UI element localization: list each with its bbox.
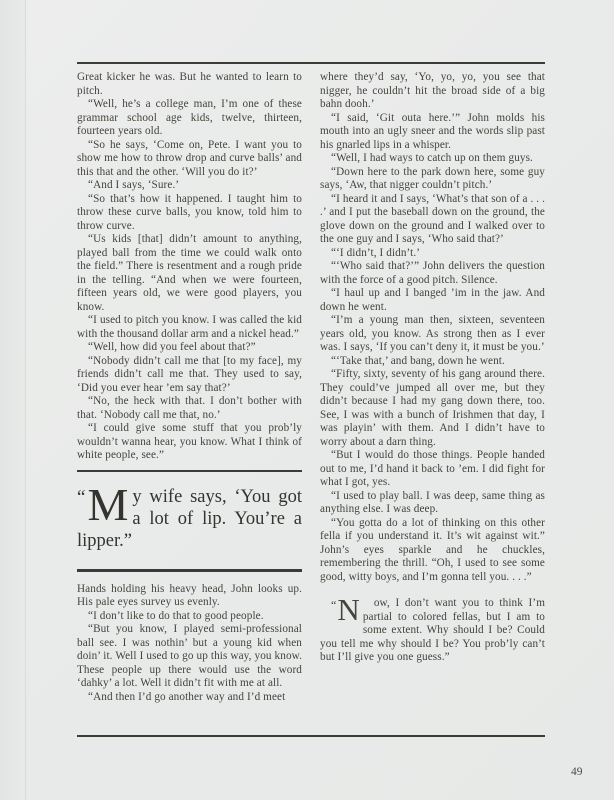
dropcap-n-wrap (320, 592, 360, 627)
right-column-paragraphs (320, 71, 545, 584)
paragraph: “But you know, I played semi-professional ball see. I was nothin’ but a young kid when doin’ it. Well I used to go up this way, you know. These people up there would use the word ‘dahky’ a lot. Well it didn’t fit with me at all. (77, 623, 302, 689)
paragraph: “No, the heck with that. I don’t bother with that. ‘Nobody call me that, no.’ (77, 395, 302, 421)
pull-quote-rule-bottom (77, 569, 302, 572)
pull-quote-dropcap (77, 479, 129, 530)
paragraph: “‘Who said that?’” John delivers the question with the force of a good pitch. Silence. (320, 260, 545, 286)
paragraph: Great kicker he was. But he wanted to learn to pitch. (77, 71, 302, 97)
paragraph: “Down here to the park down here, some guy says, ‘Aw, that nigger couldn’t pitch.’ (320, 165, 545, 191)
paragraph: where they’d say, ‘Yo, yo, yo, you see that nigger, he couldn’t hit the broad side of a big bahn dooh.’ (320, 71, 545, 110)
bottom-horizontal-rule (77, 735, 545, 737)
dropcap-paragraph-text: ow, I don’t want you to think I’m partial to colored fellas, but I am to some extent. Why should I be? Could you tell me why should I be? You prob’ly can’t but I’ll give you one guess.” (320, 597, 545, 663)
paragraph: “But I would do those things. People handed out to me, I’d hand it back to ’em. I did fight for what I got, yes. (320, 449, 545, 488)
paragraph: “Us kids [that] didn’t amount to anything, played ball from the time we could walk onto the field.” There is resentment and a rough pride in the telling. “And when we were fourteen, fifteen years old, we were good players, you know. (77, 233, 302, 313)
paragraph: “I heard it and I says, ‘What’s that son of a . . . .’ and I put the baseball down on the ground, the glove down on the ground and I walked over to the one guy and I says, ‘Who said that?’ (320, 192, 545, 245)
pull-quote (77, 479, 302, 552)
top-horizontal-rule (77, 62, 545, 64)
paragraph: “I could give some stuff that you prob’ly wouldn’t wanna hear, you know. What I think of white people, see.” (77, 422, 302, 461)
paragraph: “Fifty, sixty, seventy of his gang around there. They could’ve jumped all over me, but they didn’t because I had my gang down there, too. See, I was with a bunch of Irishmen that day, I was playin’ with them. And I didn’t have to worry about a darn thing. (320, 368, 545, 448)
paragraph: Hands holding his heavy head, John looks up. His pale eyes survey us evenly. (77, 582, 302, 608)
left-column-top-paragraphs (77, 71, 302, 463)
paragraph: “I don’t like to do that to good people. (88, 609, 264, 622)
paragraph: “Well, how did you feel about that?” (88, 341, 256, 353)
paragraph: “So he says, ‘Come on, Pete. I want you to show me how to throw drop and curve balls’ and this that and the other. ‘Will you do it?’ (77, 138, 302, 178)
page-edge-shading (0, 0, 26, 800)
paragraph: “‘I didn’t, I didn’t.’ (331, 246, 421, 259)
pull-quote-text: y wife says, ‘You got a lot of lip. You’re a lipper.” (77, 487, 302, 551)
dropcap-open-quote: “ (331, 598, 338, 612)
pull-quote-rule-top (77, 470, 302, 473)
paragraph: “I haul up and I banged ’im in the jaw. And down he went. (320, 287, 545, 313)
pull-quote-dropcap-letter: M (87, 479, 129, 530)
paragraph: “You gotta do a lot of thinking on this other fella if you understand it. It’s wit against wit.” John’s eyes sparkle and he chuckles, remembering the thrill. “Oh, I used to see some good, witty boys, and I’m gonna tell you. . . .” (320, 516, 545, 583)
paragraph: “Nobody didn’t call me that [to my face], my friends didn’t call me that. They used to say, ‘Did you ever hear ’em say that?’ (77, 354, 302, 394)
paragraph: “I said, ‘Git outa here.’” John molds his mouth into an ugly sneer and the words slip past his gnarled lips in a whisper. (320, 111, 545, 151)
paragraph: “And I says, ‘Sure.’ (88, 179, 180, 191)
left-column-bottom-paragraphs (77, 583, 302, 705)
paragraph: “And then I’d go another way and I’d meet (88, 690, 286, 703)
paragraph: “I’m a young man then, sixteen, seventeen years old, you know. As strong then as I ever was. I says, ‘If you can’t deny it, it must be you.’ (320, 314, 545, 353)
paragraph: “I used to play ball. I was deep, same thing as anything else. I was deep. (320, 489, 545, 515)
paragraph: “Well, he’s a college man, I’m one of these grammar school age kids, twelve, thirteen, fourteen years old. (77, 98, 302, 137)
paragraph: “‘Take that,’ and bang, down he went. (331, 354, 505, 367)
paragraph: “I used to pitch you know. I was called the kid with the thousand dollar arm and a nickel head.” (77, 314, 302, 340)
left-column (77, 71, 302, 735)
dropcap-letter-n: N (337, 592, 360, 627)
text-columns (77, 71, 545, 735)
page-number: 49 (571, 766, 583, 778)
dropcap-paragraph (320, 592, 545, 665)
pull-quote-open-quote: “ (77, 487, 88, 508)
paragraph: “Well, I had ways to catch up on them guys. (331, 152, 533, 164)
paragraph: “So that’s how it happened. I taught him to throw these curve balls, you know, told him to throw curve. (77, 192, 302, 232)
right-column (320, 71, 545, 735)
